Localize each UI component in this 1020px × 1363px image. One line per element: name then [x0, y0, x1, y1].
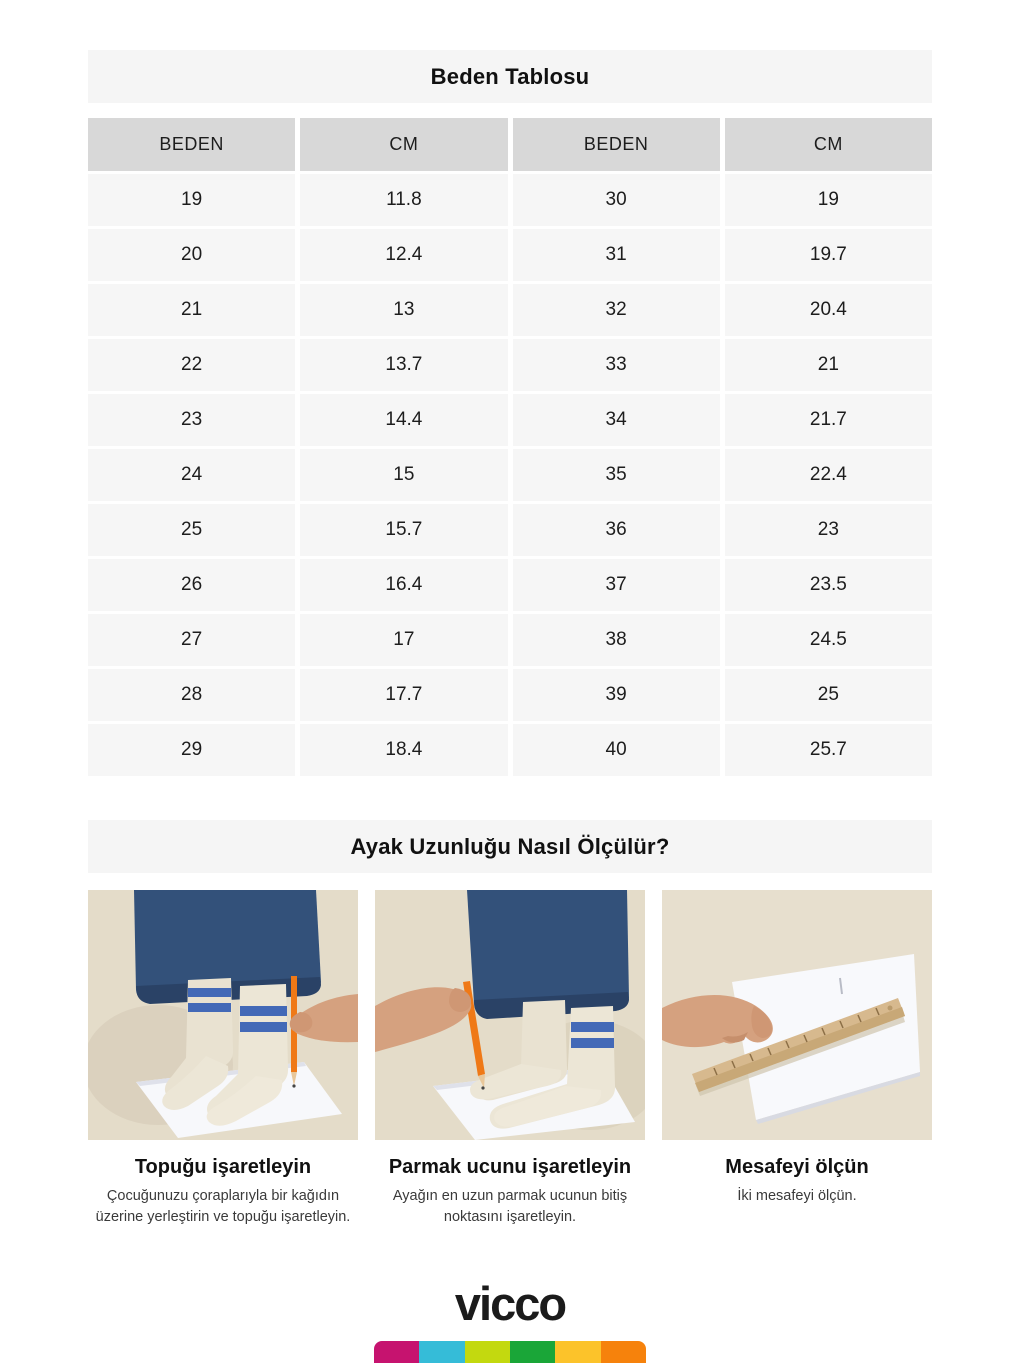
step-description: Ayağın en uzun parmak ucunun bitiş noktasını işaretleyin.: [392, 1188, 628, 1226]
size-cell: 25.7: [725, 724, 932, 776]
size-cell: 30: [513, 174, 720, 226]
size-cell: 11.8: [300, 174, 507, 226]
size-cell: 23: [88, 394, 295, 446]
size-cell: 37: [513, 559, 720, 611]
size-cell: 38: [513, 614, 720, 666]
size-cell: 15: [300, 449, 507, 501]
size-cell: 35: [513, 449, 720, 501]
size-cell: 32: [513, 284, 720, 336]
step-title: Mesafeyi ölçün: [725, 1156, 869, 1178]
step-mark-toe: [375, 890, 645, 1228]
size-cell: 20.4: [725, 284, 932, 336]
size-cell: 17: [300, 614, 507, 666]
size-cell: 14.4: [300, 394, 507, 446]
brand-footer: [88, 1277, 932, 1363]
size-cell: 33: [513, 339, 720, 391]
size-cell: 26: [88, 559, 295, 611]
size-cell: 28: [88, 669, 295, 721]
size-cell: 18.4: [300, 724, 507, 776]
size-cell: 23.5: [725, 559, 932, 611]
size-cell: 21: [88, 284, 295, 336]
size-cell: 15.7: [300, 504, 507, 556]
size-cell: 19: [88, 174, 295, 226]
size-cell: 21: [725, 339, 932, 391]
step-title: Topuğu işaretleyin: [134, 1156, 312, 1178]
column-header-beden-2: BEDEN: [513, 118, 720, 171]
size-cell: 22: [88, 339, 295, 391]
size-cell: 27: [88, 614, 295, 666]
size-cell: 17.7: [300, 669, 507, 721]
size-cell: 34: [513, 394, 720, 446]
size-table-header: [88, 50, 932, 103]
mark-heel-photo: [88, 890, 358, 1140]
measure-section-header: [88, 820, 932, 873]
step-mark-heel: [88, 890, 358, 1228]
size-cell: 12.4: [300, 229, 507, 281]
size-cell: 24: [88, 449, 295, 501]
step-description: İki mesafeyi ölçün.: [737, 1188, 857, 1204]
size-cell: 22.4: [725, 449, 932, 501]
size-table: [88, 118, 932, 776]
size-cell: 21.7: [725, 394, 932, 446]
size-cell: 16.4: [300, 559, 507, 611]
measure-steps: [88, 890, 932, 1228]
vicco-logo: vicco: [454, 1277, 566, 1331]
size-cell: 40: [513, 724, 720, 776]
size-cell: 31: [513, 229, 720, 281]
mark-toe-photo: [375, 890, 645, 1140]
column-header-cm-2: CM: [725, 118, 932, 171]
column-header-cm-1: CM: [300, 118, 507, 171]
size-cell: 25: [725, 669, 932, 721]
size-cell: 39: [513, 669, 720, 721]
size-cell: 13.7: [300, 339, 507, 391]
size-cell: 20: [88, 229, 295, 281]
step-description: Çocuğunuzu çoraplarıyla bir kağıdın üzerine yerleştirin ve topuğu işaretleyin.: [95, 1188, 351, 1226]
size-table-title: Beden Tablosu: [430, 63, 590, 89]
size-cell: 19.7: [725, 229, 932, 281]
size-cell: 24.5: [725, 614, 932, 666]
size-cell: 36: [513, 504, 720, 556]
size-cell: 29: [88, 724, 295, 776]
size-cell: 19: [725, 174, 932, 226]
size-cell: 13: [300, 284, 507, 336]
size-cell: 25: [88, 504, 295, 556]
size-cell: 23: [725, 504, 932, 556]
measure-section-title: Ayak Uzunluğu Nasıl Ölçülür?: [350, 833, 670, 859]
step-title: Parmak ucunu işaretleyin: [388, 1156, 632, 1178]
step-measure-distance: [662, 890, 932, 1228]
column-header-beden-1: BEDEN: [88, 118, 295, 171]
measure-distance-photo: [662, 890, 932, 1140]
